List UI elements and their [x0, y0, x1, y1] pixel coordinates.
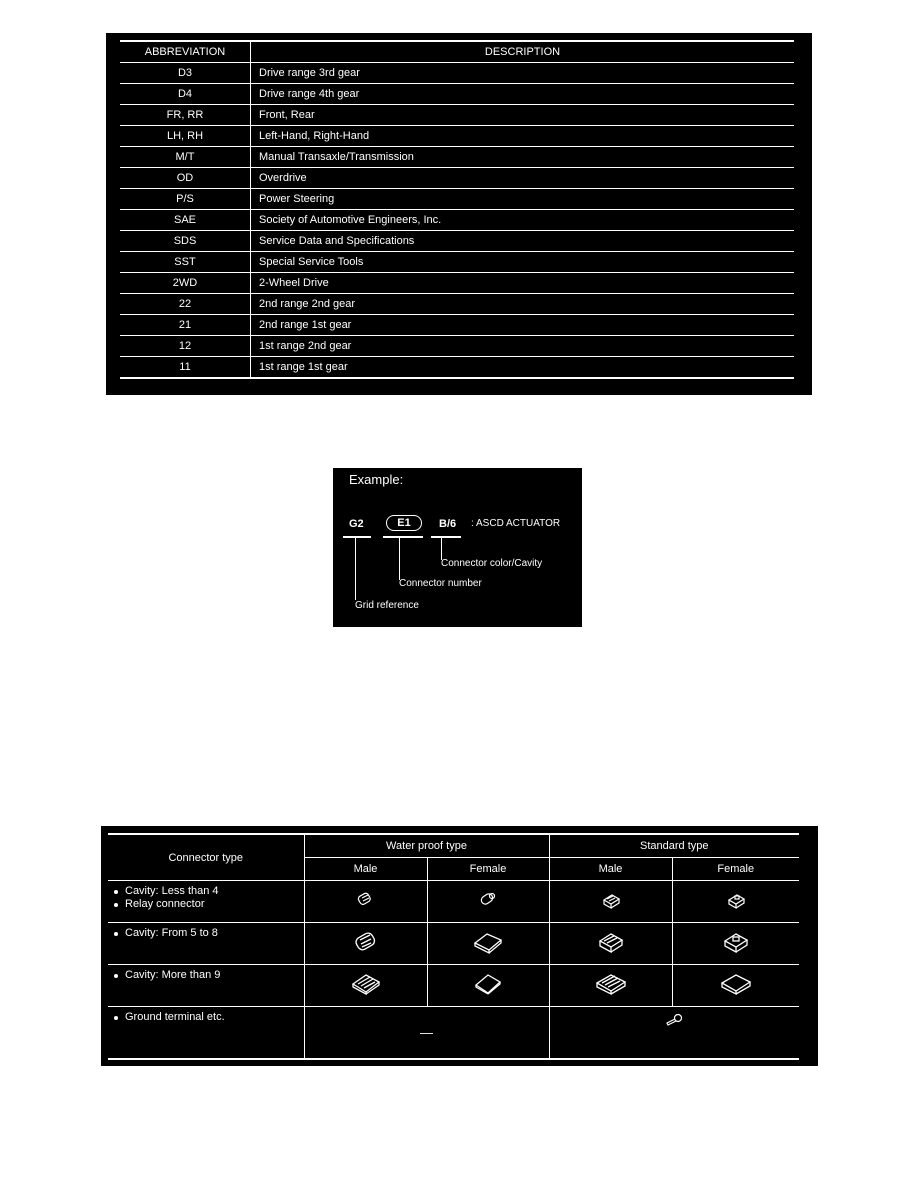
table-row	[120, 357, 794, 379]
part-name: : ASCD ACTUATOR	[471, 518, 561, 529]
row-label	[108, 965, 304, 1007]
table-row	[108, 881, 799, 923]
grid-reference-label: Grid reference	[355, 600, 419, 611]
description-cell: Power Steering	[251, 189, 795, 210]
connector-underline	[383, 536, 423, 538]
water-proof-female-header: Female	[427, 858, 549, 881]
table-row	[120, 315, 794, 336]
connector-icon	[304, 965, 427, 1007]
abbreviation-cell: P/S	[120, 189, 251, 210]
connector-type-panel	[101, 826, 818, 1066]
table-row	[120, 294, 794, 315]
description-cell: Front, Rear	[251, 105, 795, 126]
connector-type-table	[108, 833, 799, 1060]
abbreviation-cell: 2WD	[120, 273, 251, 294]
grid-code: G2	[349, 518, 364, 530]
abbreviation-cell: 21	[120, 315, 251, 336]
connector-icon	[672, 965, 799, 1007]
table-header-row	[108, 834, 799, 858]
water-proof-male-header: Male	[304, 858, 427, 881]
color-cavity-code: B/6	[439, 518, 457, 530]
row-label	[108, 923, 304, 965]
standard-header: Standard type	[549, 834, 799, 858]
standard-female-header: Female	[672, 858, 799, 881]
table-row	[120, 189, 794, 210]
grid-leader-line	[355, 538, 356, 600]
table-row	[120, 168, 794, 189]
ground-terminal-icon	[549, 1007, 799, 1059]
table-row	[108, 965, 799, 1007]
abbreviation-panel	[106, 33, 812, 395]
water-proof-ground-value: —	[420, 1024, 433, 1040]
connector-number: E1	[397, 517, 411, 529]
connector-number-badge	[386, 515, 422, 531]
table-header-row	[120, 41, 794, 63]
water-proof-header: Water proof type	[304, 834, 549, 858]
row-label-line: Cavity: More than 9	[114, 969, 304, 982]
description-cell: Drive range 3rd gear	[251, 63, 795, 84]
description-cell: 1st range 2nd gear	[251, 336, 795, 357]
connector-icon	[427, 881, 549, 923]
connector-icon	[427, 923, 549, 965]
connector-number-label: Connector number	[399, 578, 482, 589]
example-panel	[333, 468, 582, 627]
row-label-line: Cavity: From 5 to 8	[114, 927, 304, 940]
description-cell: Drive range 4th gear	[251, 84, 795, 105]
abbreviation-cell: SDS	[120, 231, 251, 252]
description-cell: Society of Automotive Engineers, Inc.	[251, 210, 795, 231]
connector-icon	[549, 965, 672, 1007]
abbreviation-cell: 22	[120, 294, 251, 315]
row-label-line: Ground terminal etc.	[114, 1011, 304, 1024]
connector-icon	[549, 923, 672, 965]
connector-icon	[672, 881, 799, 923]
table-row	[120, 63, 794, 84]
table-row	[120, 105, 794, 126]
table-row	[108, 1007, 799, 1059]
description-cell: Left-Hand, Right-Hand	[251, 126, 795, 147]
connector-leader-line	[399, 538, 400, 580]
table-row	[120, 252, 794, 273]
description-cell: Special Service Tools	[251, 252, 795, 273]
water-proof-ground-cell	[304, 1007, 549, 1059]
standard-male-header: Male	[549, 858, 672, 881]
row-label-line: Cavity: Less than 4	[114, 885, 304, 898]
connector-icon	[304, 881, 427, 923]
description-cell: 2-Wheel Drive	[251, 273, 795, 294]
connector-icon	[427, 965, 549, 1007]
description-cell: 1st range 1st gear	[251, 357, 795, 379]
row-label-line: Relay connector	[114, 898, 304, 911]
example-title: Example:	[349, 472, 404, 487]
abbreviation-cell: M/T	[120, 147, 251, 168]
abbreviation-cell: LH, RH	[120, 126, 251, 147]
table-row	[120, 273, 794, 294]
connector-icon	[304, 923, 427, 965]
table-row	[120, 336, 794, 357]
abbreviation-cell: 11	[120, 357, 251, 379]
abbreviation-cell: D3	[120, 63, 251, 84]
grid-underline	[343, 536, 371, 538]
color-leader-line	[441, 538, 442, 560]
abbreviation-cell: 12	[120, 336, 251, 357]
table-row	[108, 923, 799, 965]
table-row	[120, 126, 794, 147]
description-cell: 2nd range 2nd gear	[251, 294, 795, 315]
color-underline	[431, 536, 461, 538]
connector-icon	[672, 923, 799, 965]
abbreviation-cell: SAE	[120, 210, 251, 231]
row-label	[108, 881, 304, 923]
table-row	[120, 147, 794, 168]
table-row	[120, 231, 794, 252]
description-cell: Manual Transaxle/Transmission	[251, 147, 795, 168]
table-row	[120, 84, 794, 105]
abbreviation-cell: D4	[120, 84, 251, 105]
row-label	[108, 1007, 304, 1059]
abbreviation-header: ABBREVIATION	[120, 41, 251, 63]
description-cell: 2nd range 1st gear	[251, 315, 795, 336]
color-cavity-label: Connector color/Cavity	[441, 558, 543, 569]
abbreviation-cell: FR, RR	[120, 105, 251, 126]
description-header: DESCRIPTION	[251, 41, 795, 63]
abbreviation-table	[120, 40, 794, 379]
connector-type-header: Connector type	[108, 834, 304, 881]
abbreviation-cell: OD	[120, 168, 251, 189]
description-cell: Service Data and Specifications	[251, 231, 795, 252]
abbreviation-cell: SST	[120, 252, 251, 273]
table-row	[120, 210, 794, 231]
description-cell: Overdrive	[251, 168, 795, 189]
connector-icon	[549, 881, 672, 923]
